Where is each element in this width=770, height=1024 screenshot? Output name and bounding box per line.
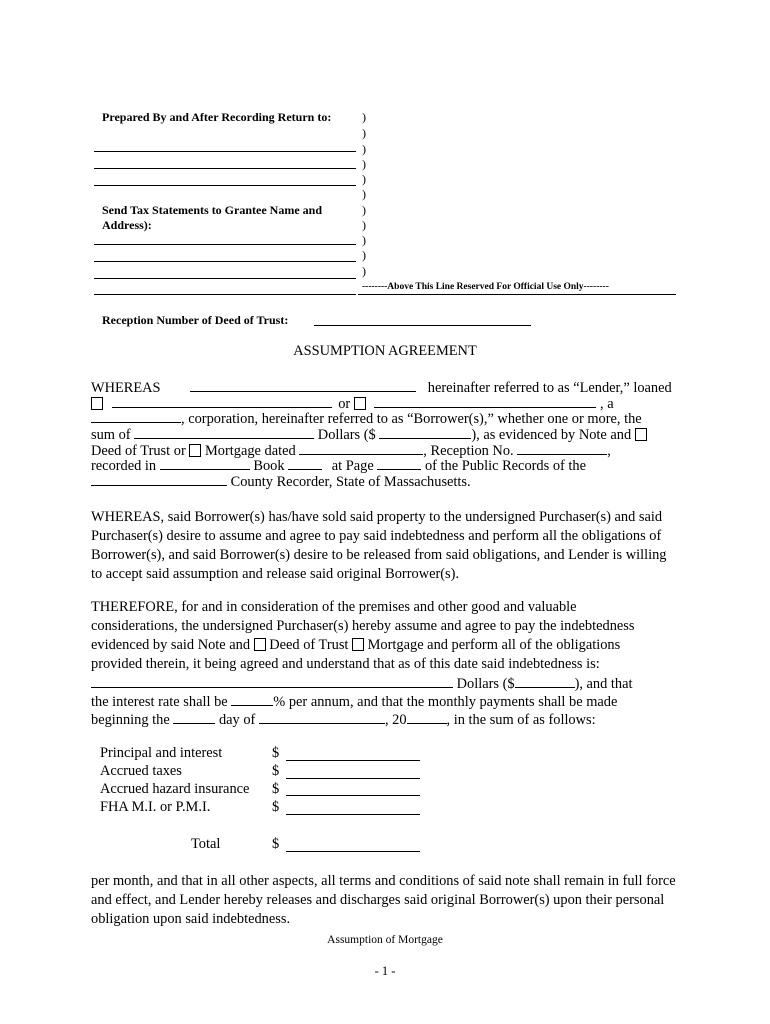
page-number: - 1 -: [374, 964, 396, 978]
hazard-insurance-label: Accrued hazard insurance: [100, 781, 250, 797]
deed-of-trust-or-text: Deed of Trust or: [91, 443, 186, 459]
grantee-address-line[interactable]: [94, 278, 356, 279]
deed-of-trust-checkbox[interactable]: [254, 638, 266, 651]
corporation-clause: , corporation, hereinafter referred to as “Borrower(s),” whether one or more, the: [181, 411, 642, 427]
total-label: Total: [191, 836, 221, 852]
total-field[interactable]: [286, 851, 420, 852]
lender-name-field[interactable]: [190, 377, 416, 392]
tax-statements-label: Send Tax Statements to Grantee Name and: [102, 203, 323, 217]
corporation-field[interactable]: [91, 408, 181, 423]
hazard-insurance-field[interactable]: [286, 795, 420, 796]
borrower-name-field-2[interactable]: [374, 393, 596, 408]
day-of-text: day of: [218, 712, 256, 728]
county-field[interactable]: [91, 471, 227, 486]
and-that-text: ), and that: [574, 676, 633, 692]
accrued-taxes-field[interactable]: [286, 778, 420, 779]
whereas-line-7: [91, 471, 471, 491]
paren: ): [362, 172, 366, 186]
public-records-text: of the Public Records of the: [424, 458, 586, 474]
county-text: County Recorder, State of Massachusetts.: [230, 474, 471, 490]
reception-no-field[interactable]: [517, 440, 607, 455]
return-address-line[interactable]: [94, 168, 356, 169]
indebtedness-amount-field[interactable]: [515, 673, 575, 688]
indebtedness-dollars-text: Dollars ($: [456, 676, 515, 692]
currency-symbol: $: [272, 836, 280, 852]
sum-words-field[interactable]: [134, 424, 314, 439]
currency-symbol: $: [272, 745, 280, 761]
book-field[interactable]: [288, 455, 322, 470]
reception-number-label: Reception Number of Deed of Trust:: [102, 313, 289, 327]
mortgage-date-field[interactable]: [299, 440, 423, 455]
paren: ): [362, 218, 366, 232]
evidenced-by-text: evidenced by said Note and: [91, 637, 251, 653]
beginning-text: beginning the: [91, 712, 170, 728]
whereas-label: WHEREAS: [91, 380, 161, 396]
paren: ): [362, 233, 366, 247]
therefore-line-1: THEREFORE, for and in consideration of the premises and other good and valuable: [91, 599, 577, 615]
prepared-by-label: Prepared By and After Recording Return to:: [102, 110, 332, 124]
at-page-text: at Page: [331, 458, 374, 474]
reserved-note: --------Above This Line Reserved For Official Use Only--------: [362, 282, 609, 292]
grantee-address-line[interactable]: [94, 261, 356, 262]
principal-interest-field[interactable]: [286, 760, 420, 761]
page-field[interactable]: [377, 455, 421, 470]
whereas-sold-paragraph: WHEREAS, said Borrower(s) has/have sold said property to the undersigned Purchaser(s) and said Purchaser(s) desire to assume and agree to pay said indebtedness and perform all the obligations of Borrower(s), and said Borrower(s) desire to be released from said obligations, and Lender is willing to accept said assumption and release said original Borrower(s).: [91, 509, 667, 582]
interest-rate-text: the interest rate shall be: [91, 694, 228, 710]
currency-symbol: $: [272, 763, 280, 779]
beginning-month-field[interactable]: [259, 709, 385, 724]
reception-no-text: , Reception No.: [423, 443, 514, 459]
therefore-line-2: considerations, the undersigned Purchaser(s) hereby assume and agree to pay the indebtedness: [91, 618, 635, 634]
tax-statements-label-cont: Address):: [102, 218, 152, 232]
grantee-address-line[interactable]: [94, 244, 356, 245]
currency-symbol: $: [272, 781, 280, 797]
recording-divider-left: [94, 294, 356, 295]
book-text: Book: [253, 458, 285, 474]
footer-caption: Assumption of Mortgage: [327, 934, 443, 946]
a-text: , a: [600, 396, 614, 412]
mortgage-obligation-checkbox[interactable]: [352, 638, 364, 651]
therefore-line-3: [91, 636, 620, 654]
dollars-text: Dollars ($: [317, 427, 376, 443]
paren: ): [362, 157, 366, 171]
accrued-taxes-label: Accrued taxes: [100, 763, 182, 779]
borrower-name-field-1[interactable]: [112, 393, 332, 408]
paren: ): [362, 203, 366, 217]
per-annum-text: % per annum, and that the monthly payments shall be made: [273, 694, 618, 710]
therefore-line-4: provided therein, it being agreed and understand that as of this date said indebtedness is:: [91, 656, 600, 672]
year-field[interactable]: [407, 709, 447, 724]
sum-amount-field[interactable]: [379, 424, 471, 439]
note-checkbox[interactable]: [635, 428, 647, 441]
therefore-line-7: [91, 709, 596, 729]
paren: ): [362, 248, 366, 262]
recording-divider-right: [358, 294, 676, 295]
page-title: ASSUMPTION AGREEMENT: [293, 343, 477, 359]
paren: ): [362, 110, 366, 124]
paren: ): [362, 264, 366, 278]
principal-interest-label: Principal and interest: [100, 745, 223, 761]
comma: ,: [607, 443, 611, 459]
sum-follows-text: , in the sum of as follows:: [446, 712, 596, 728]
currency-symbol: $: [272, 799, 280, 815]
reception-number-field[interactable]: [314, 325, 531, 326]
or-text: or: [338, 396, 351, 412]
paren: ): [362, 187, 366, 201]
therefore-line-5: [91, 673, 633, 693]
return-address-line[interactable]: [94, 185, 356, 186]
interest-rate-field[interactable]: [231, 691, 273, 706]
paren: ): [362, 142, 366, 156]
mortgage-dated-text: Mortgage dated: [204, 443, 296, 459]
beginning-day-field[interactable]: [173, 709, 215, 724]
evidenced-text: ), as evidenced by Note and: [471, 427, 632, 443]
paren: ): [362, 126, 366, 140]
lender-clause: hereinafter referred to as “Lender,” loaned: [427, 380, 672, 396]
therefore-line-6: [91, 691, 617, 711]
sum-of-text: sum of: [91, 427, 131, 443]
closing-paragraph: per month, and that in all other aspects, all terms and conditions of said note shall remain in full force and effect, and Lender hereby releases and discharges said original Borrower(s) upon their personal obligation upon said indebtedness.: [91, 873, 676, 927]
recorded-in-field[interactable]: [160, 455, 250, 470]
indebtedness-words-field[interactable]: [91, 673, 453, 688]
year-prefix-text: , 20: [384, 712, 407, 728]
mortgage-obligations-text: Mortgage and perform all of the obligations: [367, 637, 621, 653]
recorded-in-text: recorded in: [91, 458, 157, 474]
return-address-line[interactable]: [94, 151, 356, 152]
fha-mi-label: FHA M.I. or P.M.I.: [100, 799, 211, 815]
deed-of-trust-text: Deed of Trust: [269, 637, 349, 653]
fha-mi-field[interactable]: [286, 814, 420, 815]
